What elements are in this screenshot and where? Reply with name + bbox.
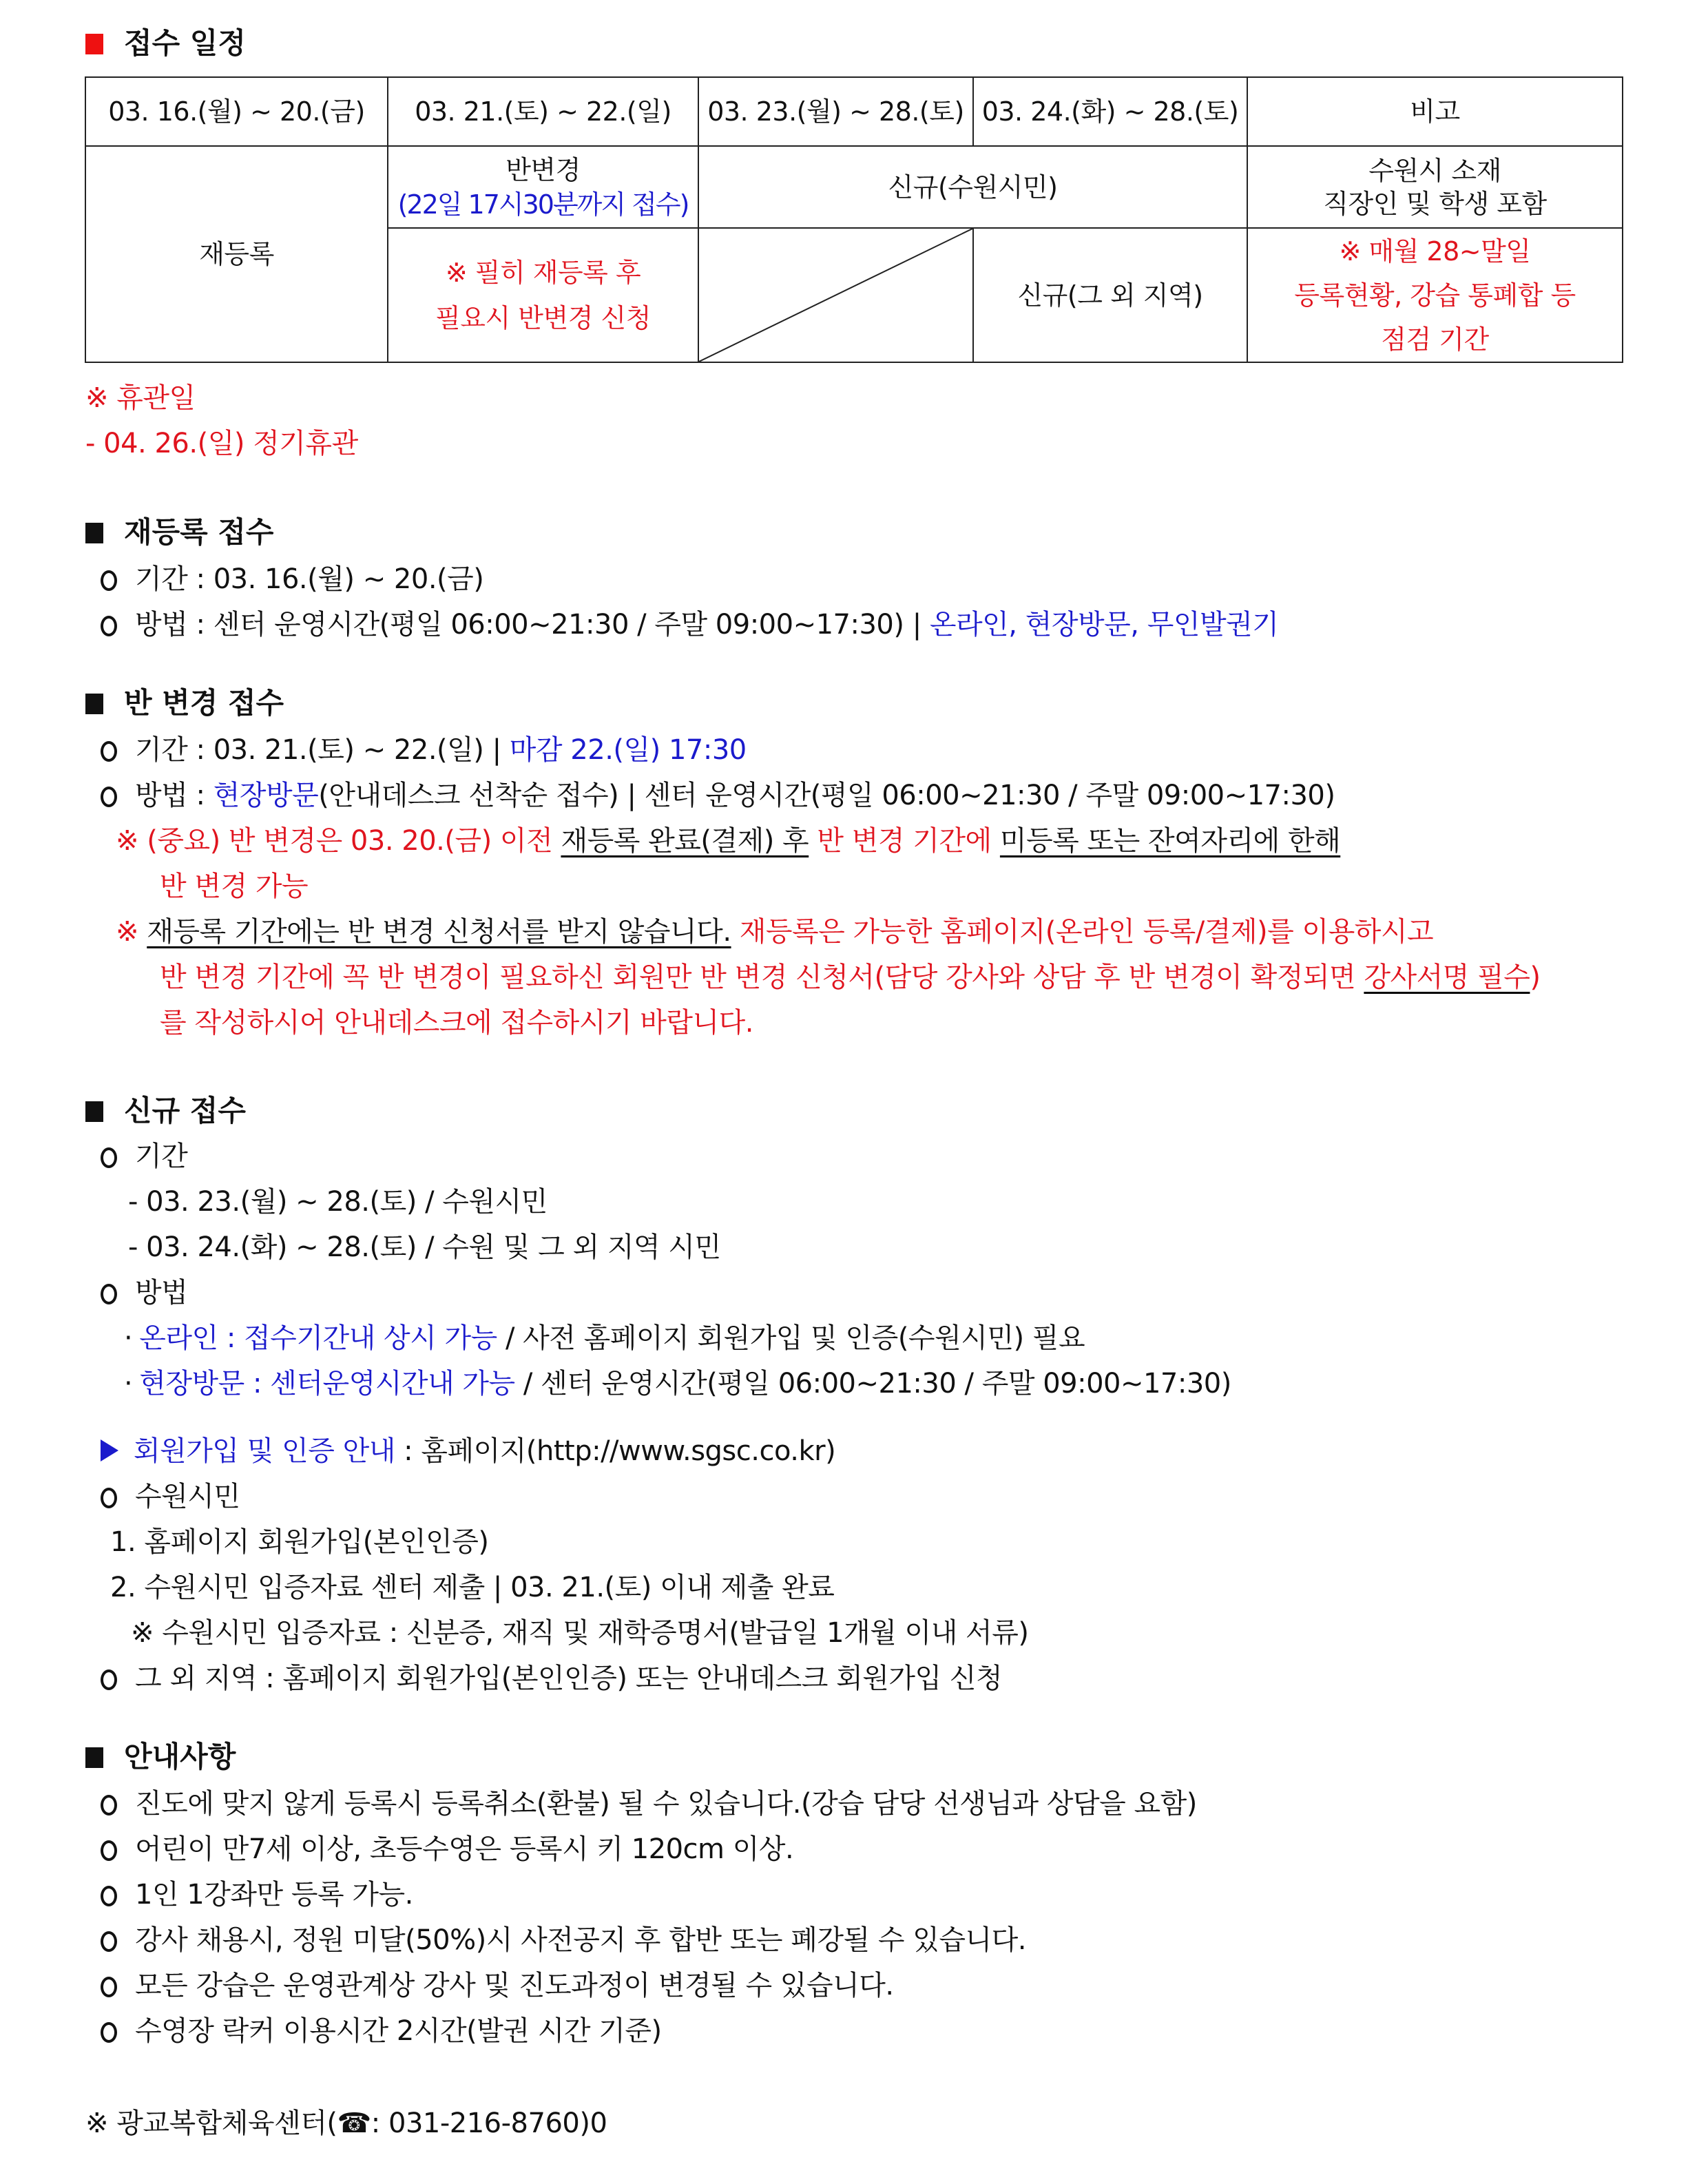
circle-bullet-icon xyxy=(101,787,117,807)
black-square-icon xyxy=(85,694,103,714)
diagonal-slash-icon xyxy=(699,229,972,362)
header-cell-rereg-period: 03. 16.(월) ~ 20.(금) xyxy=(85,76,388,147)
play-triangle-icon xyxy=(101,1439,118,1461)
cell-rereg: 재등록 xyxy=(85,145,388,363)
notice-heading: 안내사항 xyxy=(85,1734,236,1780)
rereg-heading: 재등록 접수 xyxy=(85,510,273,555)
red-square-icon xyxy=(85,34,103,54)
new-period-item: - 03. 23.(월) ~ 28.(토) / 수원시민 xyxy=(128,1186,548,1218)
cell-new-other: 신규(그 외 지역) xyxy=(972,227,1248,363)
header-cell-new-suwon-period: 03. 23.(월) ~ 28.(토) xyxy=(698,76,974,147)
header-cell-change-period: 03. 21.(토) ~ 22.(일) xyxy=(387,76,699,147)
notice-item: 1인 1강좌만 등록 가능. xyxy=(101,1872,413,1917)
other-region: 그 외 지역 : 홈페이지 회원가입(본인인증) 또는 안내데스크 회원가입 신청 xyxy=(101,1656,1002,1701)
change-note-important: ※ (중요) 반 변경은 03. 20.(금) 이전 재등록 완료(결제) 후 반 변경 기간에 미등록 또는 잔여자리에 한해 xyxy=(116,825,1341,857)
schedule-table xyxy=(85,76,1623,363)
cell-remark-inspection: ※ 매월 28~말일 등록현황, 강습 통폐합 등 점검 기간 xyxy=(1247,227,1623,363)
footer-contact: ※ 광교복합체육센터(☎: 031-216-8760)0 xyxy=(85,2108,607,2139)
header-cell-new-other-period: 03. 24.(화) ~ 28.(토) xyxy=(972,76,1248,147)
schedule-heading: 접수 일정 xyxy=(85,21,246,66)
black-square-icon xyxy=(85,523,103,543)
new-method-online: · 온라인 : 접수기간내 상시 가능 / 사전 홈페이지 회원가입 및 인증(수원시민) 필요 xyxy=(124,1315,1085,1361)
circle-bullet-icon xyxy=(101,1840,117,1861)
cell-new-suwon: 신규(수원시민) xyxy=(698,145,1248,229)
circle-bullet-icon xyxy=(101,1488,117,1508)
signup-guide: 회원가입 및 인증 안내 : 홈페이지(http://www.sgsc.co.kr) xyxy=(101,1428,835,1474)
dot-bullet-icon: · xyxy=(124,1368,133,1400)
circle-bullet-icon xyxy=(101,1669,117,1690)
new-period-item: - 03. 24.(화) ~ 28.(토) / 수원 및 그 외 지역 시민 xyxy=(128,1231,721,1263)
dot-bullet-icon: · xyxy=(124,1322,133,1354)
notice-item: 강사 채용시, 정원 미달(50%)시 사전공지 후 합반 또는 폐강될 수 있습니다. xyxy=(101,1917,1026,1963)
rereg-method: 방법 : 센터 운영시간(평일 06:00~21:30 / 주말 09:00~17:30) | 온라인, 현장방문, 무인발권기 xyxy=(101,602,1278,647)
change-note-form-cont1: 반 변경 기간에 꼭 반 변경이 필요하신 회원만 반 변경 신청서(담당 강사와 상담 후 반 변경이 확정되면 강사서명 필수) xyxy=(160,961,1541,993)
rereg-channels: 온라인, 현장방문, 무인발권기 xyxy=(929,609,1279,641)
circle-bullet-icon xyxy=(101,1795,117,1816)
cell-class-change: 반변경 (22일 17시30분까지 접수) xyxy=(387,145,699,229)
circle-bullet-icon xyxy=(101,1977,117,1997)
notice-item: 모든 강습은 운영관계상 강사 및 진도과정이 변경될 수 있습니다. xyxy=(101,1963,894,2008)
cell-empty-diagonal xyxy=(698,227,974,363)
circle-bullet-icon xyxy=(101,570,117,591)
change-period: 기간 : 03. 21.(토) ~ 22.(일) | 마감 22.(일) 17:30 xyxy=(101,727,747,773)
black-square-icon xyxy=(85,1101,103,1122)
suwon-step: 1. 홈페이지 회원가입(본인인증) xyxy=(110,1526,489,1558)
change-heading: 반 변경 접수 xyxy=(85,680,284,726)
change-note-important-cont: 반 변경 가능 xyxy=(160,871,309,902)
holiday-item: - 04. 26.(일) 정기휴관 xyxy=(85,428,358,459)
new-method-visit: · 현장방문 : 센터운영시간내 가능 / 센터 운영시간(평일 06:00~21:30 / 주말 09:00~17:30) xyxy=(124,1361,1231,1406)
suwon-step: 2. 수원시민 입증자료 센터 제출 | 03. 21.(토) 이내 제출 완료 xyxy=(110,1572,835,1603)
cell-class-change-note: ※ 필히 재등록 후 필요시 반변경 신청 xyxy=(387,227,699,363)
rereg-period: 기간 : 03. 16.(월) ~ 20.(금) xyxy=(101,556,483,602)
suwon-proof-note: ※ 수원시민 입증자료 : 신분증, 재직 및 재학증명서(발급일 1개월 이내 서류) xyxy=(131,1617,1029,1649)
change-note-form-cont2: 를 작성하시어 안내데스크에 접수하시기 바랍니다. xyxy=(160,1007,754,1039)
holiday-title: ※ 휴관일 xyxy=(85,382,196,414)
new-heading: 신규 접수 xyxy=(85,1088,246,1134)
cell-remark-workplace: 수원시 소재 직장인 및 학생 포함 xyxy=(1247,145,1623,229)
circle-bullet-icon xyxy=(101,1147,117,1168)
phone-icon: ☎ xyxy=(337,2108,371,2139)
notice-item: 어린이 만7세 이상, 초등수영은 등록시 키 120cm 이상. xyxy=(101,1827,793,1872)
circle-bullet-icon xyxy=(101,1284,117,1304)
new-method-label: 방법 xyxy=(101,1270,187,1315)
suwon-citizen-label: 수원시민 xyxy=(101,1474,240,1519)
header-cell-remarks: 비고 xyxy=(1247,76,1623,147)
change-method: 방법 : 현장방문(안내데스크 선착순 접수) | 센터 운영시간(평일 06:00~21:30 / 주말 09:00~17:30) xyxy=(101,773,1335,818)
circle-bullet-icon xyxy=(101,2022,117,2043)
change-note-form: ※ 재등록 기간에는 반 변경 신청서를 받지 않습니다. 재등록은 가능한 홈페이지(온라인 등록/결제)를 이용하시고 xyxy=(116,916,1434,948)
black-square-icon xyxy=(85,1747,103,1768)
new-period-label: 기간 xyxy=(101,1134,187,1179)
circle-bullet-icon xyxy=(101,1931,117,1952)
circle-bullet-icon xyxy=(101,616,117,636)
notice-item: 진도에 맞지 않게 등록시 등록취소(환불) 될 수 있습니다.(강습 담당 선생님과 상담을 요함) xyxy=(101,1781,1197,1827)
notice-item: 수영장 락커 이용시간 2시간(발권 시간 기준) xyxy=(101,2008,662,2054)
circle-bullet-icon xyxy=(101,1886,117,1906)
circle-bullet-icon xyxy=(101,741,117,762)
